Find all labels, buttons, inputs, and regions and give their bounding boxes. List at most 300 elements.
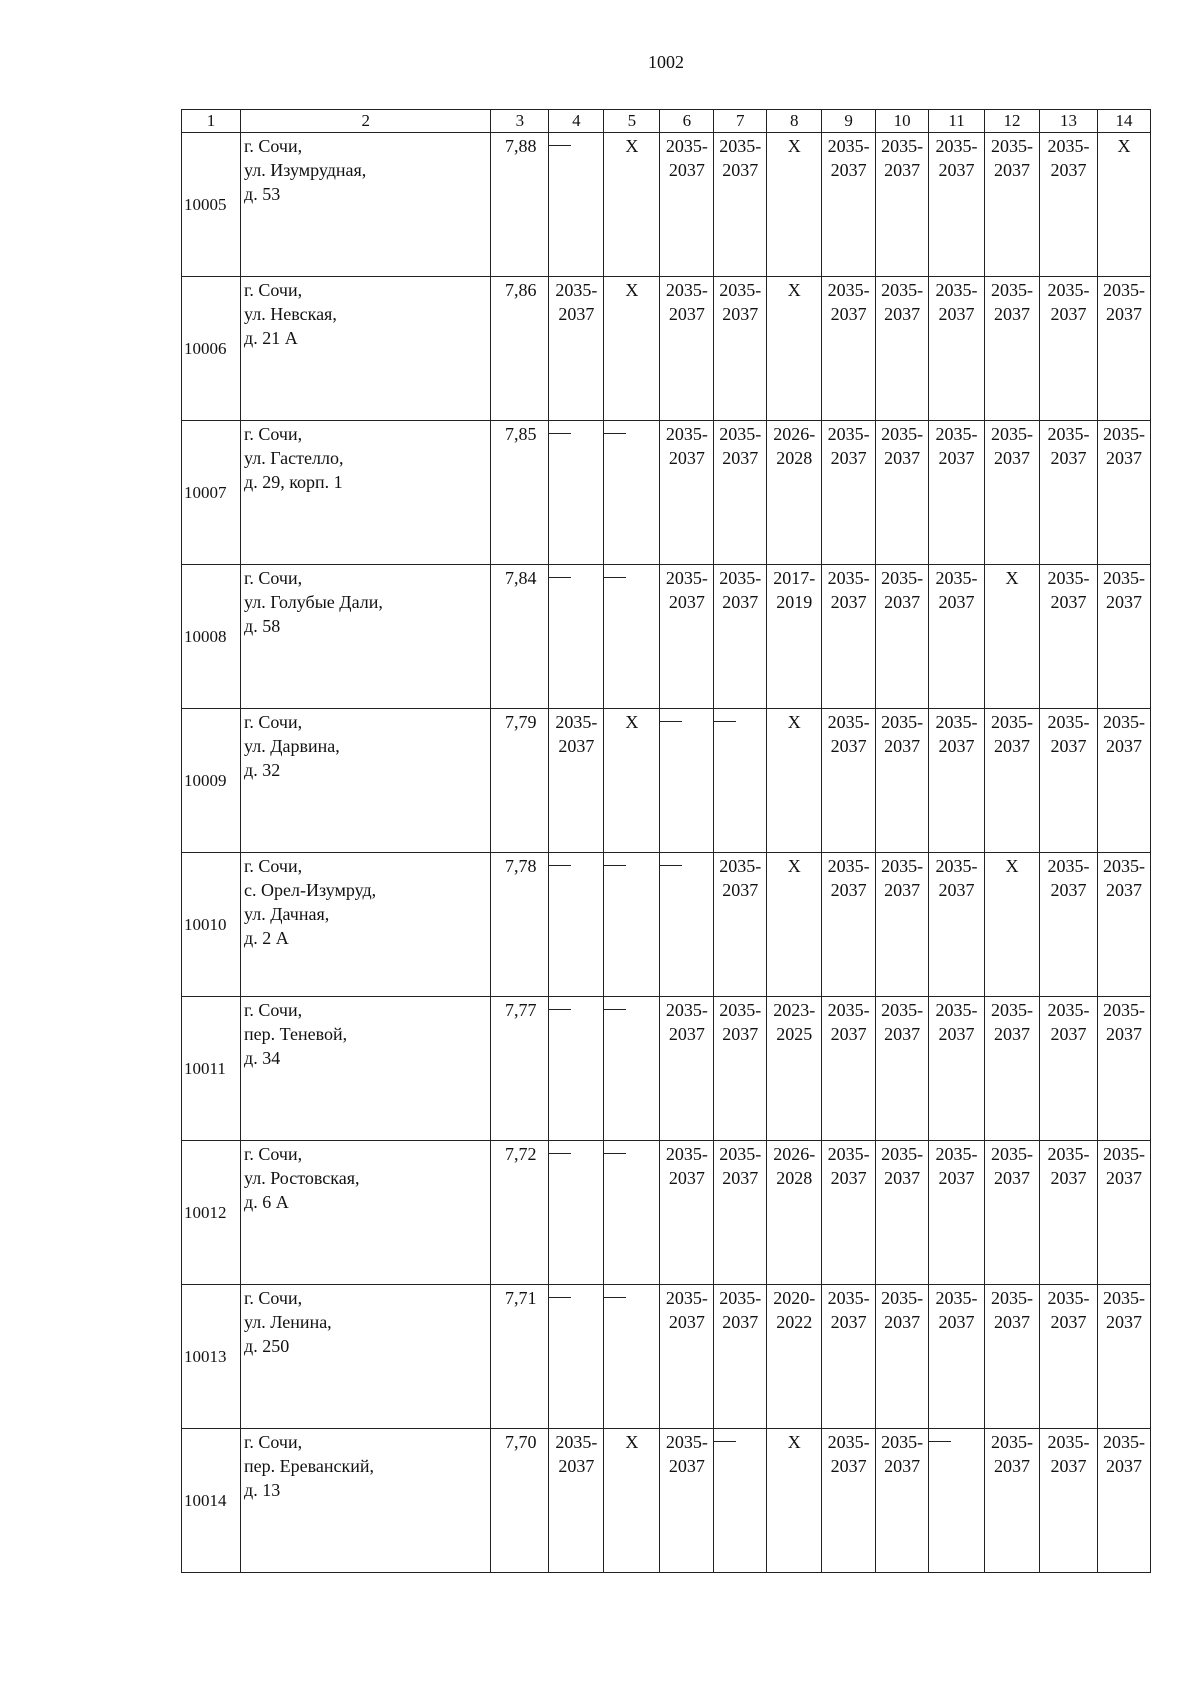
table-row [182, 709, 1151, 853]
address-line: г. Сочи, [244, 1288, 303, 1308]
period-end: 2037 [830, 736, 867, 756]
period-end: 2037 [668, 1312, 705, 1332]
address-line: д. 34 [244, 1048, 281, 1068]
dash-cell [604, 421, 660, 565]
period-cell [767, 421, 822, 565]
period-cell [1097, 421, 1150, 565]
period-start: 2035- [827, 1432, 870, 1452]
column-header: 10 [876, 110, 929, 133]
period-end: 2037 [993, 448, 1030, 468]
period-start: 2035- [881, 136, 924, 156]
mark-cell: Х [1097, 133, 1150, 277]
dash-mark [549, 577, 571, 578]
row-number: 10013 [182, 1285, 241, 1429]
period-start: 2026- [773, 1144, 816, 1164]
period-start: 2035- [881, 424, 924, 444]
period-end: 2037 [938, 592, 975, 612]
dash-mark [714, 721, 736, 722]
period-end: 2037 [993, 160, 1030, 180]
period-start: 2035- [827, 856, 870, 876]
period-start: 2035- [555, 280, 598, 300]
period-start: 2035- [719, 1144, 762, 1164]
period-end: 2037 [1050, 880, 1087, 900]
period-end: 2037 [1105, 448, 1142, 468]
period-end: 2037 [938, 1312, 975, 1332]
period-end: 2037 [668, 1456, 705, 1476]
period-start: 2035- [990, 424, 1033, 444]
dash-mark [604, 1297, 626, 1298]
period-cell [714, 1285, 767, 1429]
period-cell [876, 853, 929, 997]
address-line: д. 6 А [244, 1192, 289, 1212]
period-end: 2037 [1050, 1168, 1087, 1188]
period-cell [876, 133, 929, 277]
period-cell [660, 133, 714, 277]
period-cell [1039, 1285, 1097, 1429]
dash-cell [549, 853, 604, 997]
row-number: 10011 [182, 997, 241, 1141]
dash-cell [604, 853, 660, 997]
register-table [181, 109, 1151, 1573]
row-number: 10014 [182, 1429, 241, 1573]
period-end: 2037 [830, 1456, 867, 1476]
period-cell [767, 565, 822, 709]
period-cell [929, 853, 985, 997]
period-end: 2019 [776, 592, 813, 612]
table-row [182, 853, 1151, 997]
dash-cell [549, 565, 604, 709]
period-start: 2035- [990, 1288, 1033, 1308]
column-header: 7 [714, 110, 767, 133]
period-start: 2017- [773, 568, 816, 588]
period-cell [822, 1141, 876, 1285]
period-start: 2035- [990, 1432, 1033, 1452]
period-end: 2037 [558, 304, 595, 324]
dash-cell [660, 853, 714, 997]
period-end: 2037 [830, 448, 867, 468]
period-cell [822, 853, 876, 997]
address-line: ул. Гастелло, [244, 448, 344, 468]
period-end: 2037 [668, 448, 705, 468]
address-line: ул. Дачная, [244, 904, 330, 924]
column-header: 2 [241, 110, 491, 133]
period-start: 2035- [1102, 280, 1145, 300]
address-line: пер. Ереванский, [244, 1456, 375, 1476]
mark-cell: Х [767, 709, 822, 853]
column-header: 12 [985, 110, 1040, 133]
period-start: 2035- [665, 136, 708, 156]
period-start: 2035- [935, 1144, 978, 1164]
column-header: 11 [929, 110, 985, 133]
period-end: 2037 [1105, 1168, 1142, 1188]
period-start: 2035- [827, 712, 870, 732]
period-cell [822, 1429, 876, 1573]
period-cell [985, 709, 1040, 853]
period-start: 2035- [1047, 712, 1090, 732]
period-end: 2037 [668, 592, 705, 612]
period-end: 2037 [830, 160, 867, 180]
period-start: 2035- [1102, 1288, 1145, 1308]
period-start: 2035- [935, 424, 978, 444]
column-header: 14 [1097, 110, 1150, 133]
row-number: 10009 [182, 709, 241, 853]
period-end: 2037 [1105, 1456, 1142, 1476]
period-end: 2037 [1050, 160, 1087, 180]
period-cell [1097, 853, 1150, 997]
dash-cell [549, 421, 604, 565]
row-number: 10010 [182, 853, 241, 997]
period-start: 2035- [665, 280, 708, 300]
period-cell [876, 1141, 929, 1285]
period-start: 2035- [827, 1144, 870, 1164]
address-cell [241, 1429, 491, 1573]
period-start: 2035- [990, 136, 1033, 156]
period-end: 2037 [993, 1168, 1030, 1188]
period-end: 2022 [776, 1312, 813, 1332]
period-cell [1039, 565, 1097, 709]
period-start: 2035- [665, 1000, 708, 1020]
period-cell [660, 421, 714, 565]
period-start: 2035- [665, 1144, 708, 1164]
period-start: 2035- [990, 1000, 1033, 1020]
period-start: 2035- [827, 1288, 870, 1308]
period-start: 2035- [881, 1144, 924, 1164]
period-start: 2035- [1047, 1144, 1090, 1164]
address-line: г. Сочи, [244, 1432, 303, 1452]
period-start: 2035- [827, 136, 870, 156]
period-start: 2035- [881, 1432, 924, 1452]
period-start: 2035- [719, 568, 762, 588]
period-start: 2035- [555, 1432, 598, 1452]
period-cell [876, 997, 929, 1141]
dash-mark [549, 1153, 571, 1154]
period-cell [767, 1141, 822, 1285]
period-end: 2037 [938, 304, 975, 324]
period-cell [929, 421, 985, 565]
mark-cell: Х [604, 1429, 660, 1573]
address-line: г. Сочи, [244, 136, 303, 156]
mark-cell: Х [604, 133, 660, 277]
address-line: ул. Ленина, [244, 1312, 332, 1332]
mark-cell: Х [767, 277, 822, 421]
page-number: 1002 [648, 52, 684, 72]
address-line: г. Сочи, [244, 712, 303, 732]
table-row [182, 565, 1151, 709]
address-line: с. Орел-Изумруд, [244, 880, 377, 900]
period-end: 2037 [884, 880, 921, 900]
period-cell [1039, 277, 1097, 421]
dash-cell [714, 709, 767, 853]
period-start: 2035- [719, 1288, 762, 1308]
period-end: 2037 [938, 1168, 975, 1188]
address-cell [241, 277, 491, 421]
period-cell [876, 565, 929, 709]
period-cell [822, 277, 876, 421]
period-start: 2035- [1047, 280, 1090, 300]
period-start: 2035- [555, 712, 598, 732]
period-cell [1039, 709, 1097, 853]
period-cell [985, 997, 1040, 1141]
address-line: ул. Дарвина, [244, 736, 340, 756]
address-cell [241, 1285, 491, 1429]
period-start: 2035- [881, 712, 924, 732]
column-header: 5 [604, 110, 660, 133]
address-line: г. Сочи, [244, 568, 303, 588]
address-cell [241, 421, 491, 565]
column-header: 3 [491, 110, 549, 133]
period-cell [549, 277, 604, 421]
period-cell [876, 277, 929, 421]
period-end: 2025 [776, 1024, 813, 1044]
period-cell [1039, 133, 1097, 277]
period-start: 2035- [665, 568, 708, 588]
period-end: 2037 [722, 304, 759, 324]
period-start: 2035- [1102, 424, 1145, 444]
period-cell [1039, 1141, 1097, 1285]
period-start: 2035- [881, 280, 924, 300]
period-end: 2037 [993, 736, 1030, 756]
period-cell [714, 277, 767, 421]
period-cell [1097, 1429, 1150, 1573]
dash-mark [660, 865, 682, 866]
period-start: 2035- [1047, 136, 1090, 156]
period-cell [822, 1285, 876, 1429]
address-cell [241, 853, 491, 997]
period-end: 2037 [993, 1024, 1030, 1044]
score-cell: 7,79 [491, 709, 549, 853]
address-line: д. 58 [244, 616, 281, 636]
score-cell: 7,77 [491, 997, 549, 1141]
period-end: 2037 [1105, 304, 1142, 324]
row-number: 10012 [182, 1141, 241, 1285]
period-end: 2037 [558, 1456, 595, 1476]
dash-mark [604, 1009, 626, 1010]
address-cell [241, 565, 491, 709]
period-end: 2037 [722, 1024, 759, 1044]
period-end: 2037 [938, 1024, 975, 1044]
score-cell: 7,71 [491, 1285, 549, 1429]
address-line: г. Сочи, [244, 424, 303, 444]
period-start: 2035- [1047, 856, 1090, 876]
address-line: ул. Ростовская, [244, 1168, 360, 1188]
period-cell [1097, 277, 1150, 421]
address-line: д. 2 А [244, 928, 289, 948]
period-cell [985, 133, 1040, 277]
dash-cell [929, 1429, 985, 1573]
address-cell [241, 1141, 491, 1285]
period-cell [1039, 853, 1097, 997]
period-cell [1097, 709, 1150, 853]
period-cell [714, 565, 767, 709]
period-cell [929, 1285, 985, 1429]
dash-mark [549, 145, 571, 146]
address-line: ул. Невская, [244, 304, 337, 324]
period-end: 2037 [830, 592, 867, 612]
row-number: 10007 [182, 421, 241, 565]
address-line: ул. Голубые Дали, [244, 592, 383, 612]
period-cell [714, 853, 767, 997]
period-cell [822, 709, 876, 853]
column-header: 4 [549, 110, 604, 133]
period-start: 2035- [881, 1000, 924, 1020]
period-cell [660, 1429, 714, 1573]
period-cell [660, 997, 714, 1141]
period-start: 2035- [990, 712, 1033, 732]
dash-mark [714, 1441, 736, 1442]
period-cell [1097, 565, 1150, 709]
period-start: 2035- [1047, 1288, 1090, 1308]
dash-mark [549, 865, 571, 866]
address-line: г. Сочи, [244, 280, 303, 300]
address-line: д. 21 А [244, 328, 298, 348]
period-start: 2035- [1102, 712, 1145, 732]
column-header: 1 [182, 110, 241, 133]
period-cell [929, 133, 985, 277]
period-cell [876, 1285, 929, 1429]
period-cell [767, 1285, 822, 1429]
period-end: 2037 [722, 1312, 759, 1332]
period-start: 2035- [1102, 1000, 1145, 1020]
address-cell [241, 133, 491, 277]
period-end: 2037 [830, 304, 867, 324]
period-start: 2035- [827, 424, 870, 444]
table-row [182, 133, 1151, 277]
period-end: 2037 [1105, 880, 1142, 900]
period-start: 2035- [1047, 1432, 1090, 1452]
row-number: 10008 [182, 565, 241, 709]
dash-cell [714, 1429, 767, 1573]
period-cell [714, 1141, 767, 1285]
period-start: 2035- [935, 1288, 978, 1308]
table-row [182, 997, 1151, 1141]
period-start: 2035- [990, 1144, 1033, 1164]
period-end: 2028 [776, 1168, 813, 1188]
period-start: 2035- [935, 1000, 978, 1020]
period-cell [929, 565, 985, 709]
period-end: 2037 [993, 1456, 1030, 1476]
period-start: 2035- [935, 568, 978, 588]
period-end: 2037 [668, 1024, 705, 1044]
row-number: 10006 [182, 277, 241, 421]
period-cell [985, 1141, 1040, 1285]
period-cell [1039, 997, 1097, 1141]
period-end: 2037 [830, 880, 867, 900]
period-cell [929, 277, 985, 421]
period-cell [660, 1285, 714, 1429]
column-header: 9 [822, 110, 876, 133]
period-start: 2035- [719, 280, 762, 300]
dash-mark [604, 1153, 626, 1154]
period-cell [1039, 1429, 1097, 1573]
period-cell [549, 1429, 604, 1573]
period-cell [985, 1429, 1040, 1573]
period-end: 2037 [884, 1024, 921, 1044]
period-end: 2037 [1105, 1024, 1142, 1044]
address-line: г. Сочи, [244, 1000, 303, 1020]
table-row [182, 277, 1151, 421]
address-line: г. Сочи, [244, 1144, 303, 1164]
period-start: 2035- [665, 424, 708, 444]
period-start: 2020- [773, 1288, 816, 1308]
mark-cell: Х [985, 853, 1040, 997]
period-cell [1097, 997, 1150, 1141]
table-body [182, 133, 1151, 1573]
period-start: 2035- [1047, 1000, 1090, 1020]
period-start: 2035- [1102, 856, 1145, 876]
period-cell [549, 709, 604, 853]
period-end: 2037 [1050, 1456, 1087, 1476]
period-end: 2037 [993, 304, 1030, 324]
period-start: 2023- [773, 1000, 816, 1020]
period-end: 2037 [938, 880, 975, 900]
period-end: 2037 [884, 160, 921, 180]
period-end: 2037 [830, 1024, 867, 1044]
period-end: 2037 [830, 1168, 867, 1188]
period-cell [1039, 421, 1097, 565]
dash-cell [549, 997, 604, 1141]
column-header: 6 [660, 110, 714, 133]
period-end: 2037 [722, 880, 759, 900]
table-row [182, 1429, 1151, 1573]
period-cell [929, 709, 985, 853]
dash-cell [549, 133, 604, 277]
mark-cell: Х [985, 565, 1040, 709]
period-cell [1097, 1141, 1150, 1285]
period-end: 2037 [1050, 592, 1087, 612]
period-start: 2035- [827, 280, 870, 300]
dash-mark [604, 577, 626, 578]
score-cell: 7,88 [491, 133, 549, 277]
period-end: 2037 [722, 448, 759, 468]
period-cell [929, 1141, 985, 1285]
address-cell [241, 997, 491, 1141]
period-start: 2035- [1047, 568, 1090, 588]
period-cell [985, 1285, 1040, 1429]
period-end: 2037 [558, 736, 595, 756]
period-end: 2037 [884, 1456, 921, 1476]
address-line: д. 29, корп. 1 [244, 472, 343, 492]
address-line: д. 13 [244, 1480, 281, 1500]
dash-mark [549, 1297, 571, 1298]
address-line: д. 53 [244, 184, 281, 204]
period-end: 2037 [938, 736, 975, 756]
score-cell: 7,84 [491, 565, 549, 709]
row-number: 10005 [182, 133, 241, 277]
period-cell [822, 997, 876, 1141]
period-start: 2035- [719, 1000, 762, 1020]
dash-mark [929, 1441, 951, 1442]
period-start: 2035- [935, 136, 978, 156]
period-start: 2035- [881, 856, 924, 876]
dash-cell [549, 1285, 604, 1429]
period-end: 2037 [668, 160, 705, 180]
period-cell [985, 421, 1040, 565]
period-start: 2035- [935, 712, 978, 732]
dash-mark [604, 433, 626, 434]
dash-cell [549, 1141, 604, 1285]
period-end: 2037 [1105, 736, 1142, 756]
period-end: 2037 [722, 592, 759, 612]
dash-cell [604, 1285, 660, 1429]
address-cell [241, 709, 491, 853]
period-end: 2037 [993, 1312, 1030, 1332]
address-line: д. 250 [244, 1336, 290, 1356]
period-cell [714, 997, 767, 1141]
period-end: 2037 [830, 1312, 867, 1332]
address-line: пер. Теневой, [244, 1024, 348, 1044]
period-end: 2037 [884, 592, 921, 612]
period-start: 2035- [1047, 424, 1090, 444]
